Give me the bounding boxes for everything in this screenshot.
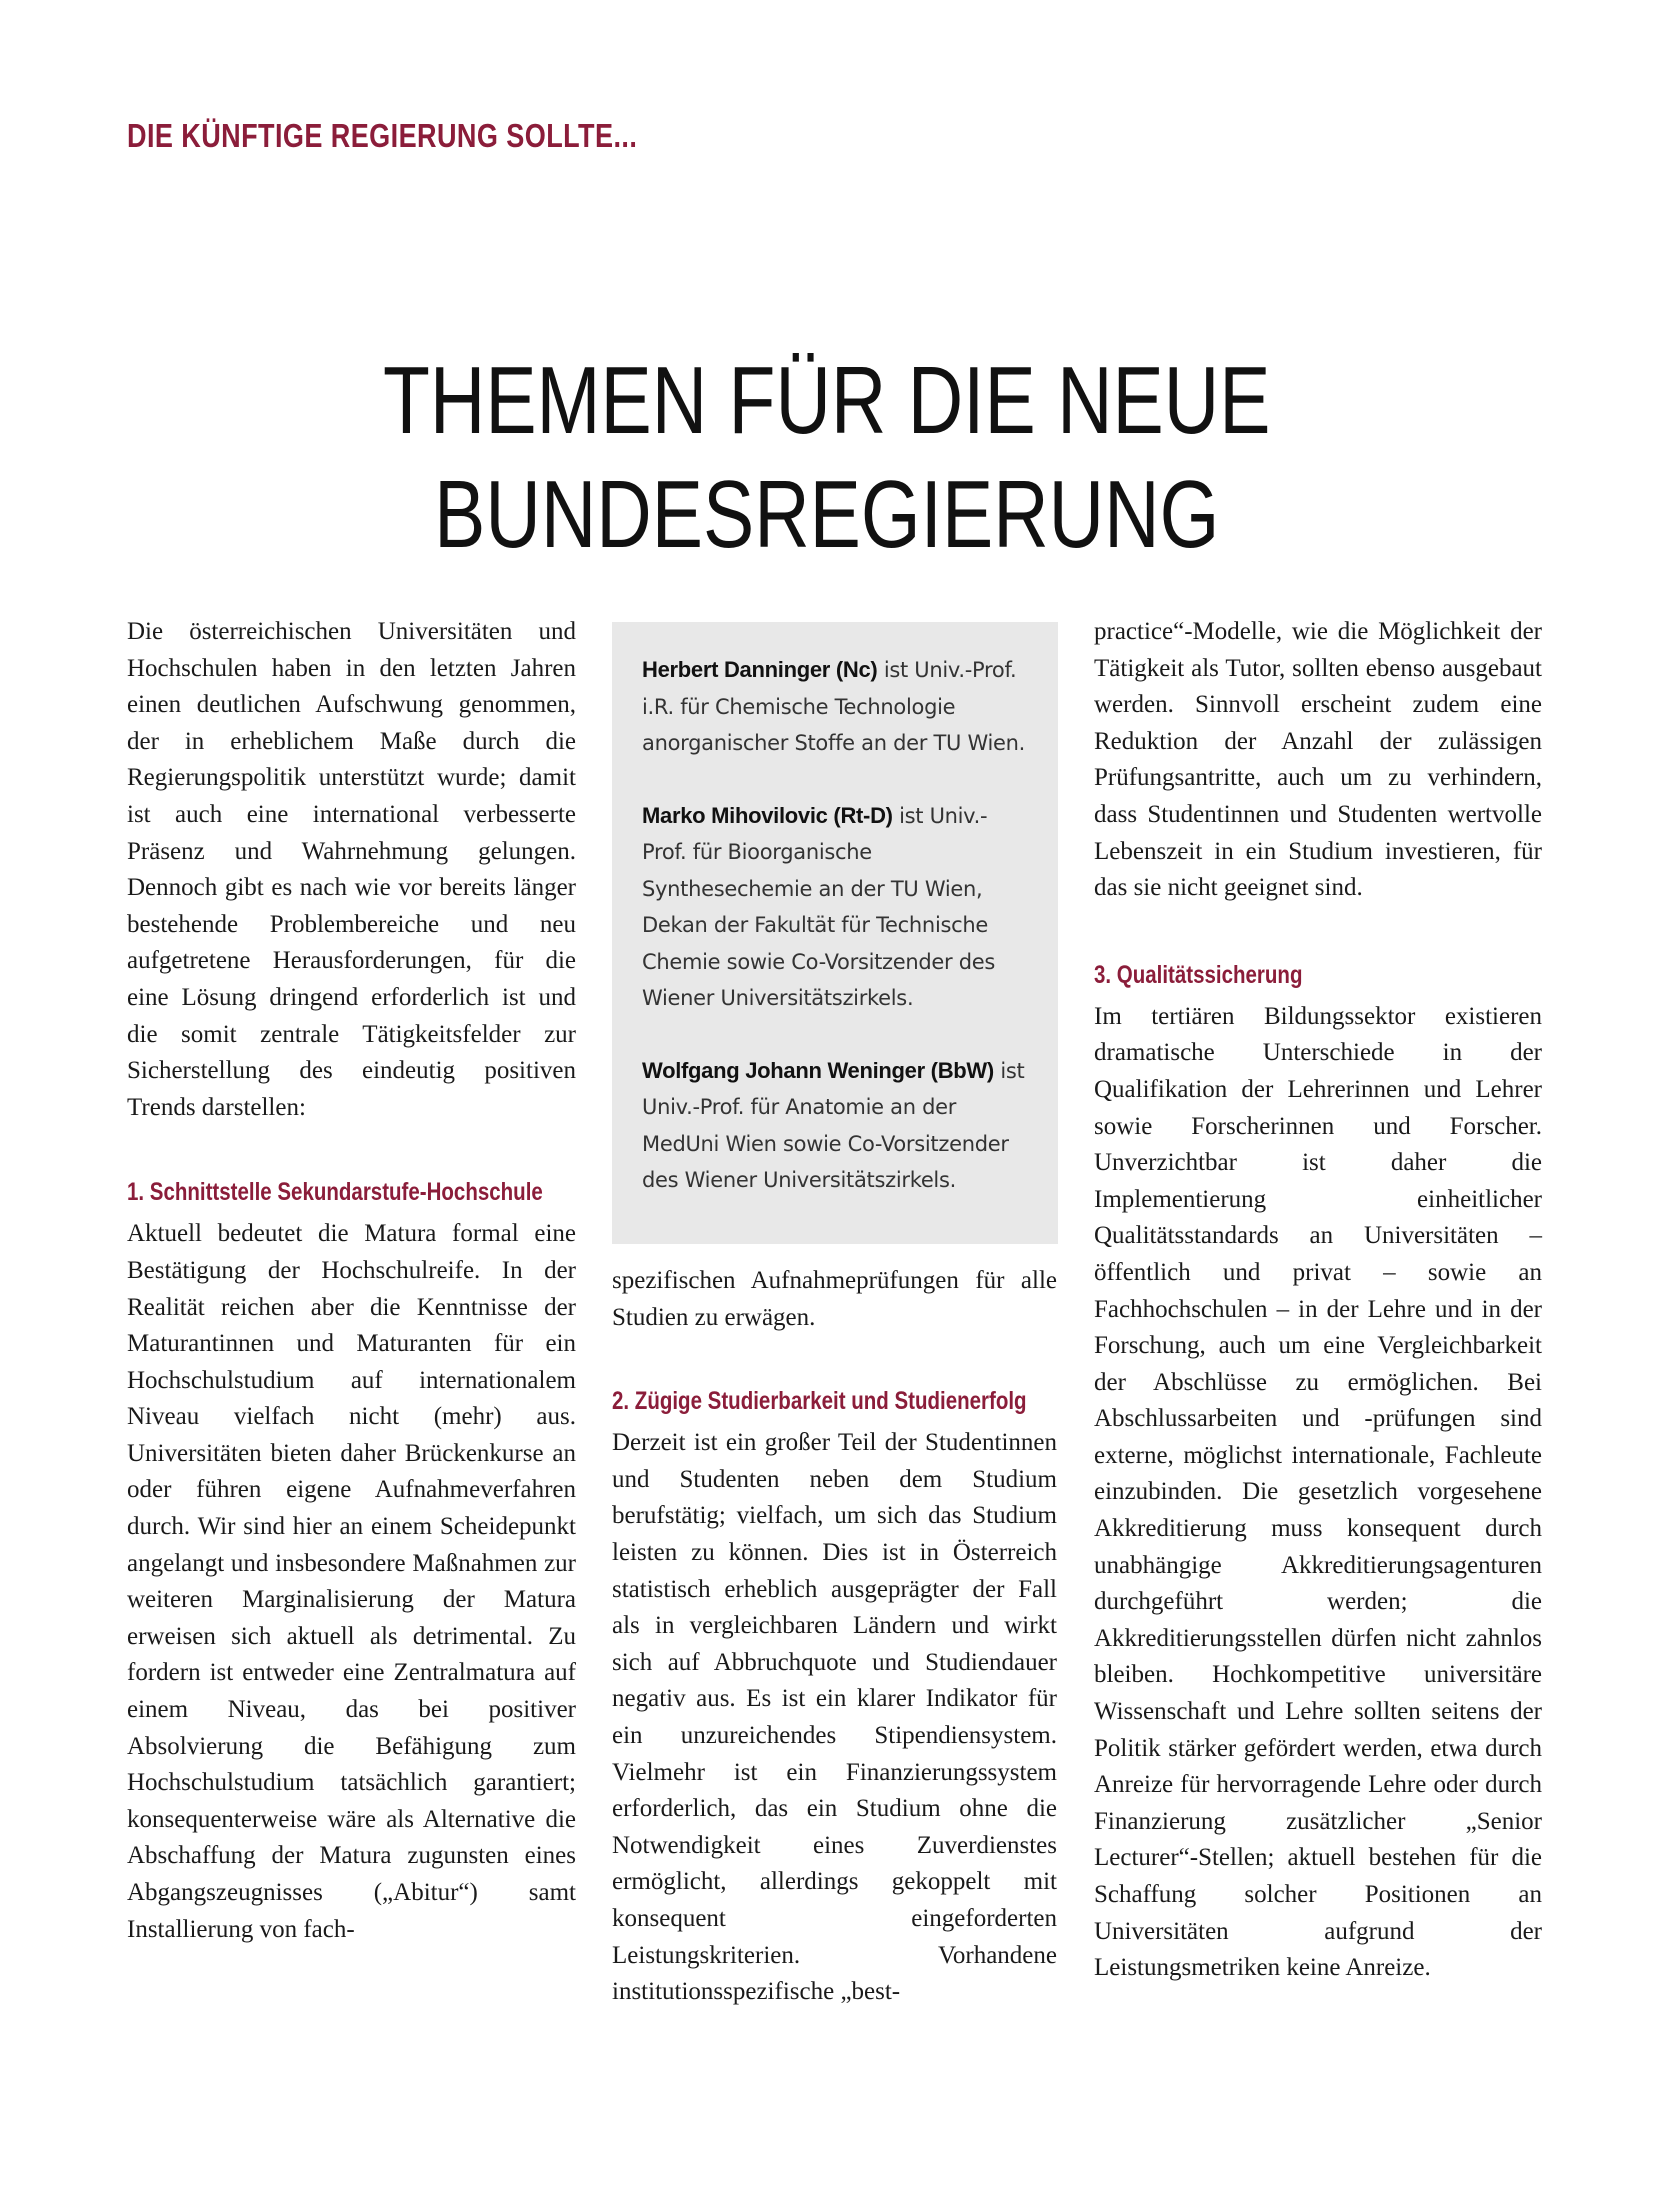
column-right bbox=[1094, 614, 1542, 1987]
section-3-heading: 3. Qualitätssicherung bbox=[1094, 960, 1303, 989]
author-name: Wolfgang Johann Weninger (BbW) bbox=[642, 1057, 994, 1083]
author-entry bbox=[642, 1053, 1028, 1199]
section-1-text-continued: spezifischen Aufnahmeprüfungen für alle Studien zu erwägen. bbox=[612, 1267, 1057, 1331]
title-line-1: THEMEN FÜR DIE NEUE bbox=[383, 347, 1271, 455]
intro-paragraph: Die österreichischen Universitäten und Hochschulen haben in den letzten Jahren einen deutlichen Aufschwung genommen, der in erheblichem Maße durch die Regierungspolitik unterstützt wurde; damit ist auch eine international verbesserte Präsenz und Wahrnehmung gelungen. Dennoch gibt es nach wie vor bereits länger bestehende Problembereiche und neu aufgetretene Herausforderungen, für die eine Lösung dringend erforderlich ist und die somit zentrale Tätigkeitsfelder zur Sicherstellung des eindeutig positiven Trends darstellen: bbox=[127, 618, 576, 1121]
section-2-text-continued: practice“-Modelle, wie die Möglichkeit der Tätigkeit als Tutor, sollten ebenso ausgebaut werden. Sinnvoll erscheint zudem eine Reduktion der Anzahl der zulässigen Prüfungsantritte, auch um zu verhindern, dass Studentinnen und Studenten wertvolle Lebenszeit in ein Studium investieren, für das sie nicht geeignet sind. bbox=[1094, 618, 1542, 902]
section-1-heading: 1. Schnittstelle Sekundarstufe-Hochschule bbox=[127, 1178, 543, 1207]
author-name: Marko Mihovilovic (Rt-D) bbox=[642, 802, 893, 828]
author-entry bbox=[642, 798, 1028, 1017]
author-info-box bbox=[612, 622, 1058, 1244]
column-middle bbox=[612, 1263, 1057, 2011]
title-line-2: BUNDESREGIERUNG bbox=[434, 461, 1220, 569]
section-3-text: Im tertiären Bildungssektor existieren dramatische Unterschiede in der Qualifikation der Lehrerinnen und Lehrer sowie Forscherinnen und Forscher. Unverzichtbar ist daher die Implementierung einheitlicher Qualitätsstandards an Universitäten – öffentlich und privat – sowie an Fachhochschulen – in der Lehre und in der Forschung, auch um eine Vergleichbarkeit der Abschlüsse zu ermöglichen. Bei Abschlussarbeiten und -prüfungen sind externe, möglichst internationale, Fachleute einzubinden. Die gesetzlich vorgesehene Akkreditierung muss konsequent durch unabhängige Akkreditierungsagenturen durchgeführt werden; die Akkreditierungsstellen dürfen nicht zahnlos bleiben. Hochkompetitive universitäre Wissenschaft und Lehre sollten seitens der Politik stärker gefördert werden, etwa durch Anreize für hervorragende Lehre oder durch Finanzierung zusätzlicher „Senior Lecturer“-Stellen; aktuell bestehen für die Schaffung solcher Positionen an Universitäten aufgrund der Leistungsmetriken keine Anreize. bbox=[1094, 1002, 1542, 1982]
page-title bbox=[0, 344, 1654, 572]
column-left bbox=[127, 614, 576, 1948]
section-2-heading: 2. Zügige Studierbarkeit und Studienerfolg bbox=[612, 1387, 1027, 1416]
section-2-text: Derzeit ist ein großer Teil der Studentinnen und Studenten neben dem Studium berufstätig; vielfach, um sich das Studium leisten zu können. Dies ist in Österreich statistisch erheblich ausgeprägter der Fall als in vergleichbaren Ländern und wirkt sich auf Abbruchquote und Studiendauer negativ aus. Es ist ein klarer Indikator für ein unzureichendes Stipendiensystem. Vielmehr ist ein Finanzierungssystem erforderlich, das ein Studium ohne die Notwendigkeit eines Zuverdienstes ermöglicht, allerdings gekoppelt mit konsequent eingeforderten Leistungskriterien. Vorhandene institutionsspezifische „best- bbox=[612, 1429, 1057, 2006]
author-bio: ist Univ.-Prof. i.R. für Chemische Technologie anorganischer Stoffe an der TU Wien. bbox=[642, 658, 1025, 755]
author-bio: ist Univ.-Prof. für Bioorganische Synthesechemie an der TU Wien, Dekan der Fakultät für Technische Chemie sowie Co-Vorsitzender des Wiener Universitätszirkels. bbox=[642, 803, 996, 1010]
author-name: Herbert Danninger (Nc) bbox=[642, 657, 878, 682]
author-entry bbox=[642, 652, 1028, 762]
section-1-text: Aktuell bedeutet die Matura formal eine Bestätigung der Hochschulreife. In der Realität reichen aber die Kenntnisse der Maturantinnen und Maturanten für ein Hochschulstudium auf internationalem Niveau vielfach nicht (mehr) aus. Universitäten bieten daher Brückenkurse an oder führen eigene Aufnahmeverfahren durch. Wir sind hier an einem Scheidepunkt angelangt und insbesondere Maßnahmen zur weiteren Marginalisierung der Matura erweisen sich aktuell als detrimental. Zu fordern ist entweder eine Zentralmatura auf einem Niveau, das bei positiver Absolvierung die Befähigung zum Hochschulstudium tatsächlich garantiert; konsequenterweise wäre als Alternative die Abschaffung der Matura zugunsten eines Abgangszeugnisses („Abitur“) samt Installierung von fach- bbox=[127, 1220, 576, 1943]
author-bio: ist Univ.-Prof. für Anatomie an der MedUni Wien sowie Co-Vorsitzender des Wiener Universitätszirkels. bbox=[642, 1058, 1025, 1192]
section-kicker: DIE KÜNFTIGE REGIERUNG SOLLTE... bbox=[127, 117, 638, 154]
